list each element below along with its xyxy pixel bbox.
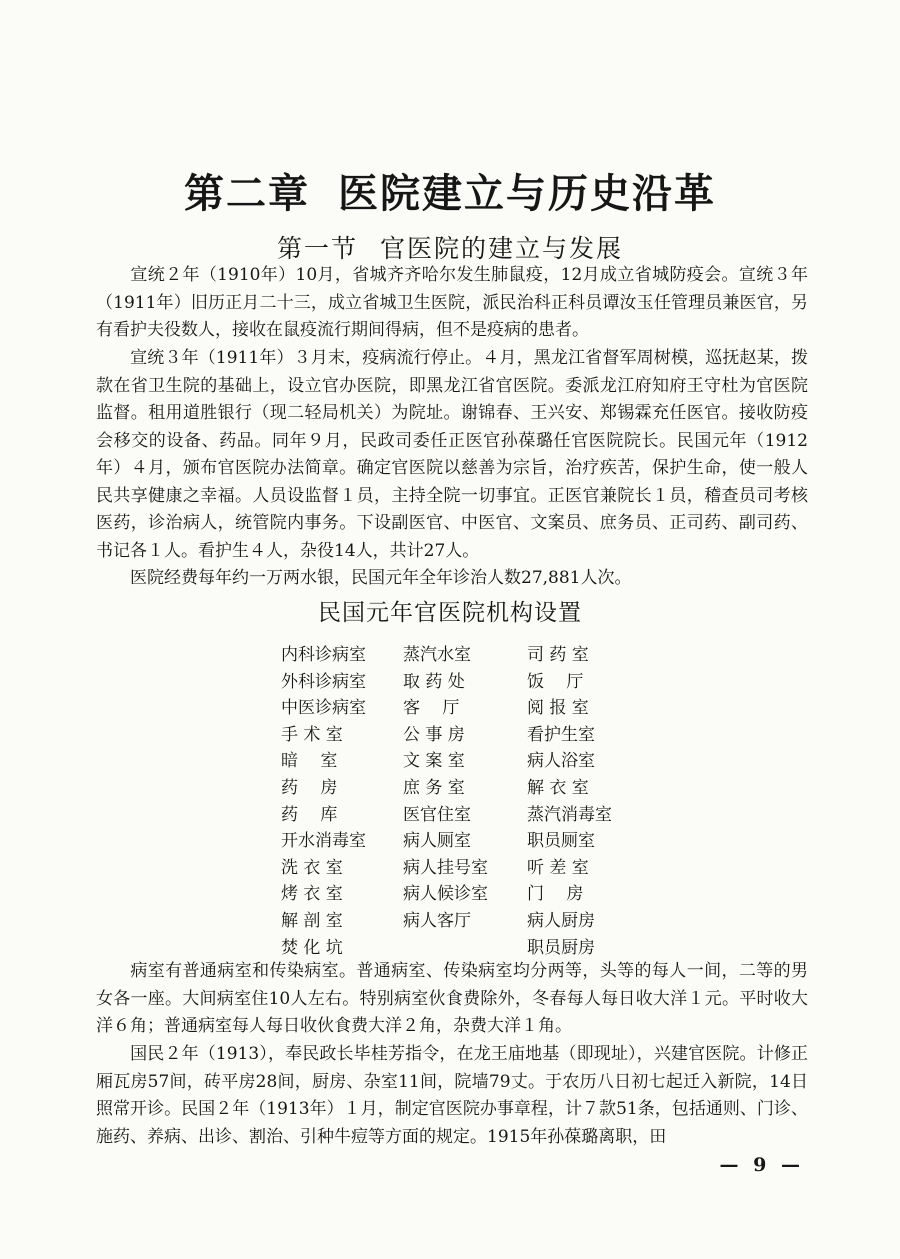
table-cell: 病人客厅 — [403, 910, 471, 931]
table-cell: 门 房 — [527, 884, 584, 905]
table-row — [281, 720, 647, 747]
section-title — [0, 229, 900, 265]
organization-table — [281, 640, 647, 959]
table-row — [281, 746, 647, 773]
table-row — [281, 800, 647, 827]
table-cell: 暗 室 — [281, 751, 338, 772]
table-cell: 职员厕室 — [527, 831, 595, 852]
table-row — [281, 667, 647, 694]
table-cell: 药 房 — [281, 777, 338, 798]
paragraph-3 — [96, 565, 808, 593]
table-cell: 开水消毒室 — [281, 831, 366, 852]
table-cell: 司 药 室 — [527, 645, 589, 665]
table-cell: 蒸汽水室 — [403, 645, 471, 665]
table-cell: 药 库 — [281, 804, 338, 825]
paragraph-text: 病室有普通病室和传染病室。普通病室、传染病室均分两等，头等的每人一间，二等的男女各一座。大间病室住10人左右。特别病室伙食费除外，冬春每人每日收大洋１元。平时收大洋６角；普通病室每人每日收伙食费大洋２角，杂费大洋１角。 — [96, 961, 808, 1036]
table-cell: 医官住室 — [403, 804, 471, 825]
chapter-number: 第二章 — [184, 171, 310, 217]
table-row — [281, 906, 647, 933]
paragraph-1 — [96, 262, 808, 345]
table-cell: 中医诊病室 — [281, 698, 366, 719]
table-cell: 病人浴室 — [527, 751, 595, 772]
chapter-title — [0, 162, 900, 219]
table-cell: 庶 务 室 — [403, 777, 465, 798]
table-row — [281, 693, 647, 720]
table-cell: 听 差 室 — [527, 857, 589, 878]
table-cell: 文 案 室 — [403, 751, 465, 772]
page-number: — 9 — — [719, 1154, 804, 1176]
table-row — [281, 640, 647, 667]
table-cell: 看护生室 — [527, 724, 595, 745]
table-cell: 外科诊病室 — [281, 671, 366, 692]
table-cell: 病人厕室 — [403, 831, 471, 852]
paragraph-text: 国民２年（1913），奉民政长毕桂芳指令，在龙王庙地基（即现址），兴建官医院。计修正厢瓦房57间，砖平房28间，厨房、杂室11间，院墙79丈。于农历八日初七起迁入新院，14日照常开诊。民国２年（1913年）１月，制定官医院办事章程，计７款51条，包括通则、门诊、施药、养病、出诊、割治、引种牛痘等方面的规定。1915年孙葆璐离职，田 — [96, 1044, 808, 1147]
table-cell: 内科诊病室 — [281, 645, 366, 665]
table-row — [281, 853, 647, 880]
table-cell: 病人厨房 — [527, 910, 595, 931]
table-cell: 职员厨房 — [527, 937, 595, 958]
table-row — [281, 879, 647, 906]
table-cell: 客 厅 — [403, 698, 460, 719]
paragraph-4 — [96, 958, 808, 1041]
table-cell: 病人候诊室 — [403, 884, 488, 905]
table-cell: 手 术 室 — [281, 724, 343, 745]
table-cell: 焚 化 坑 — [281, 937, 343, 958]
paragraph-text: 宣统３年（1911年）３月末，疫病流行停止。４月，黑龙江省督军周树模，巡抚赵某，拨款在省卫生院的基础上，设立官办医院，即黑龙江省官医院。委派龙江府知府王守杜为官医院监督。租用道胜银行（现二轻局机关）为院址。谢锦春、王兴安、郑锡霖充任医官。接收防疫会移交的设备、药品。同年９月，民政司委任正医官孙葆璐任官医院院长。民国元年（1912年）４月，颁布官医院办法简章。确定官医院以慈善为宗旨，治疗疾苦，保护生命，使一般人民共享健康之幸福。人员设监督１员，主持全院一切事宜。正医官兼院长１员，稽查员司考核医药，诊治病人，统管院内事务。下设副医官、中医官、文案员、庶务员、正司药、副司药、书记各１人。看护生４人，杂役14人，共计27人。 — [96, 348, 808, 561]
table-cell: 公 事 房 — [403, 724, 465, 745]
table-cell: 饭 厅 — [527, 671, 584, 692]
table-cell: 阅 报 室 — [527, 698, 589, 719]
table-row — [281, 933, 647, 960]
chapter-name: 医院建立与历史沿革 — [338, 171, 716, 217]
table-row — [281, 773, 647, 800]
table-title: 民国元年官医院机构设置 — [318, 600, 582, 626]
paragraph-text: 医院经费每年约一万两水银，民国元年全年诊治人数27,881人次。 — [130, 568, 632, 588]
section-number: 第一节 — [276, 234, 358, 263]
table-cell: 洗 衣 室 — [281, 857, 343, 878]
table-cell: 病人挂号室 — [403, 857, 488, 878]
table-cell: 解 衣 室 — [527, 777, 589, 798]
paragraph-5 — [96, 1041, 808, 1151]
table-cell: 烤 衣 室 — [281, 884, 343, 905]
table-cell: 取 药 处 — [403, 671, 465, 692]
paragraph-2 — [96, 345, 808, 565]
table-row — [281, 826, 647, 853]
section-name: 官医院的建立与发展 — [380, 234, 624, 263]
paragraph-text: 宣统２年（1910年）10月，省城齐齐哈尔发生肺鼠疫，12月成立省城防疫会。宣统３年（1911年）旧历正月二十三，成立省城卫生医院，派民治科正科员谭汝玉任管理员兼医官，另有看护夫役数人，接收在鼠疫流行期间得病，但不是疫病的患者。 — [96, 265, 808, 340]
table-cell: 解 剖 室 — [281, 910, 343, 931]
table-cell: 蒸汽消毒室 — [527, 804, 612, 825]
